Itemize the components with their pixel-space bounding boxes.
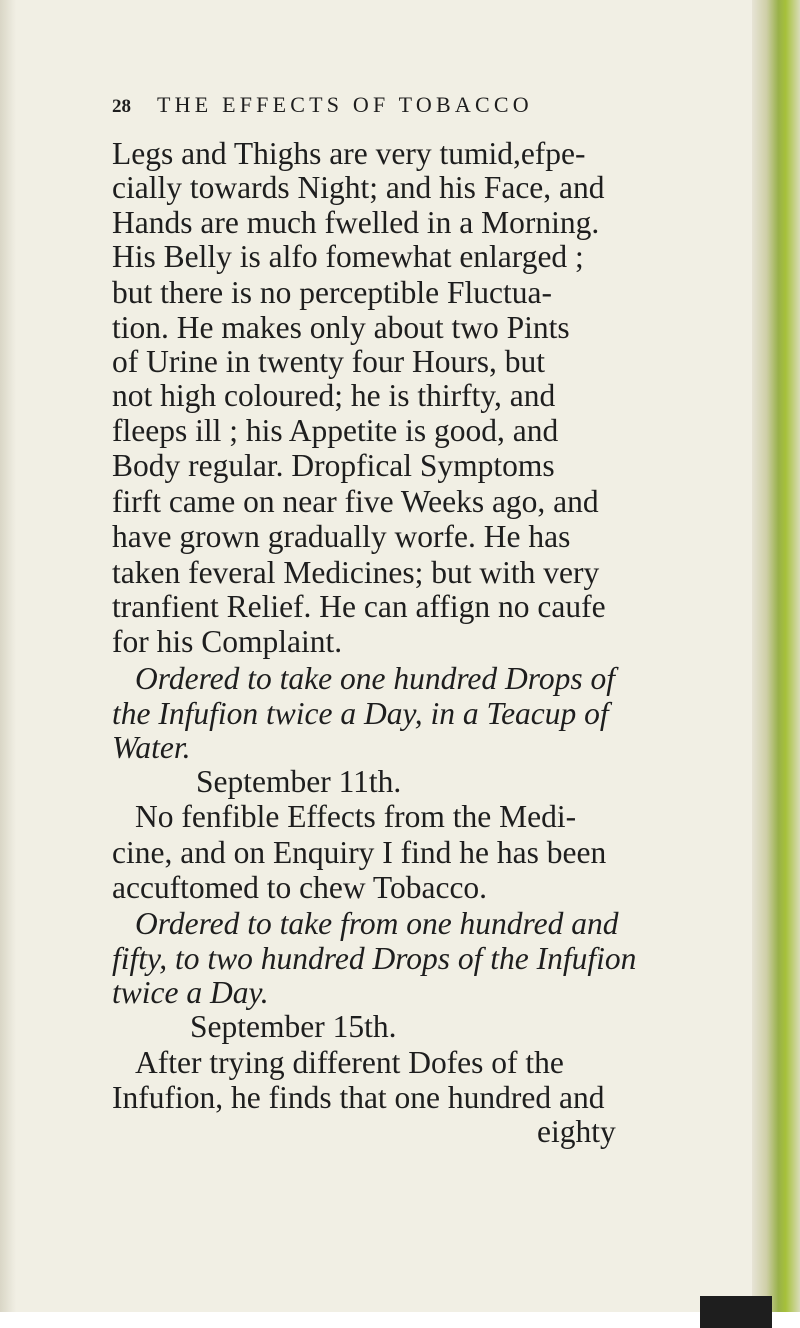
text-line: September 15th. [190, 1009, 397, 1044]
scan-bottom-margin [0, 1312, 800, 1328]
text-line: Ordered to take one hundred Drops of [135, 661, 616, 696]
text-line: not high coloured; he is thirfty, and [112, 378, 556, 413]
page-number: 28 [112, 96, 131, 117]
text-line: the Infufion twice a Day, in a Teacup of [112, 696, 609, 731]
text-line: Water. [112, 730, 191, 765]
text-line: His Belly is alfo fomewhat enlarged ; [112, 239, 584, 274]
text-line: taken feveral Medicines; but with very [112, 555, 600, 590]
text-line: Hands are much fwelled in a Morning. [112, 205, 600, 240]
text-line: have grown gradually worfe. He has [112, 519, 571, 554]
text-line: Infufion, he finds that one hundred and [112, 1080, 605, 1115]
text-line: tranfient Relief. He can affign no caufe [112, 589, 606, 624]
text-line: for his Complaint. [112, 624, 343, 659]
text-line: accuftomed to chew Tobacco. [112, 870, 488, 905]
text-line: Legs and Thighs are very tumid,efpe- [112, 136, 586, 171]
text-line: fifty, to two hundred Drops of the Infufion [112, 941, 637, 976]
text-line: eighty [537, 1114, 616, 1149]
text-line: tion. He makes only about two Pints [112, 310, 570, 345]
running-title: THE EFFECTS OF TOBACCO [157, 92, 533, 117]
text-line: No fenfible Effects from the Medi- [135, 799, 577, 834]
text-line: cine, and on Enquiry I find he has been [112, 835, 607, 870]
text-line: Body regular. Dropfical Symptoms [112, 448, 555, 483]
text-line: After trying different Dofes of the [135, 1045, 564, 1080]
text-line: cially towards Night; and his Face, and [112, 170, 605, 205]
text-line: firft came on near five Weeks ago, and [112, 484, 599, 519]
text-line: but there is no perceptible Fluctua- [112, 275, 552, 310]
text-line: September 11th. [196, 764, 402, 799]
text-line: twice a Day. [112, 975, 269, 1010]
text-line: fleeps ill ; his Appetite is good, and [112, 413, 559, 448]
text-line: of Urine in twenty four Hours, but [112, 344, 546, 379]
text-line: Ordered to take from one hundred and [135, 906, 619, 941]
